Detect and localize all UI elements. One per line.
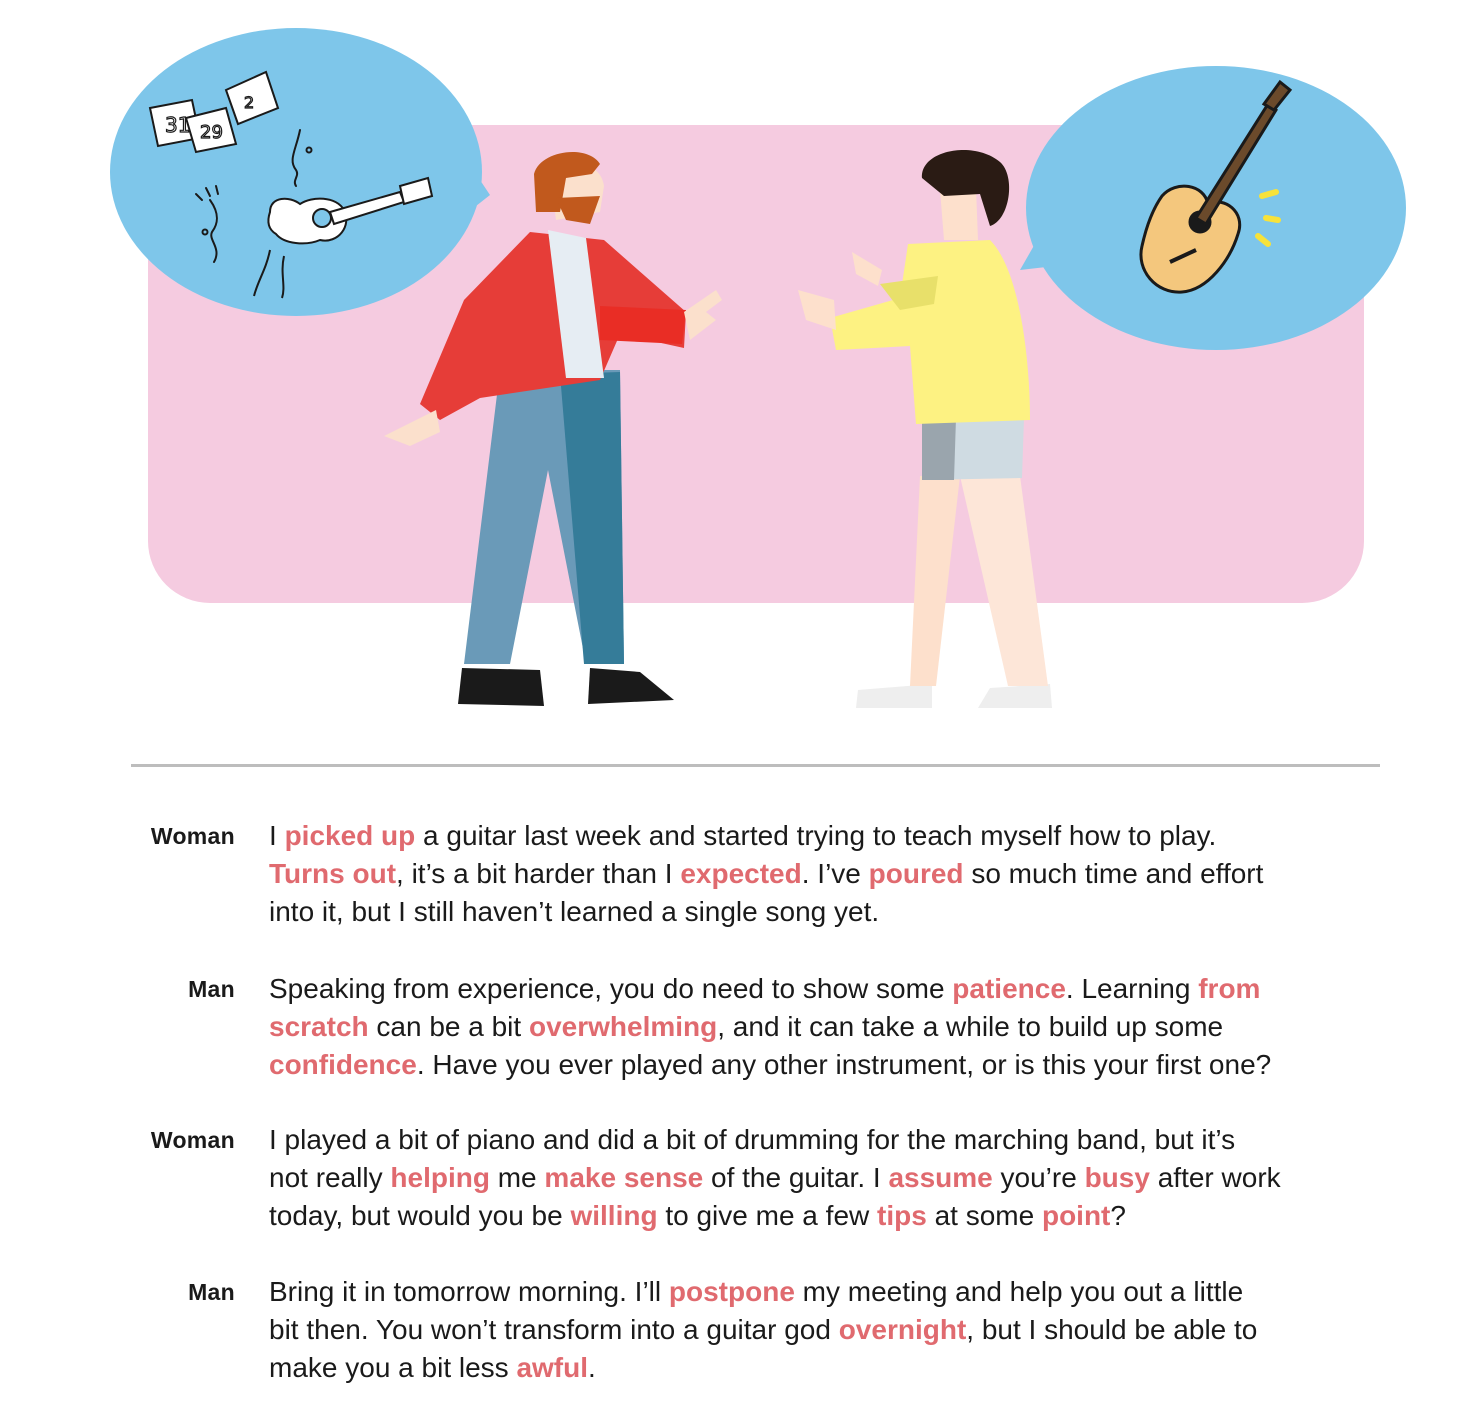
- vocabulary-highlight: helping: [390, 1162, 490, 1193]
- dialogue-line: [269, 1273, 1399, 1311]
- dialogue-text: into it, but I still haven’t learned a single song yet.: [269, 896, 880, 927]
- vocabulary-highlight: overnight: [838, 1314, 967, 1345]
- dialogue-text: make you a bit less: [269, 1352, 517, 1383]
- dialogue-line: [269, 817, 1399, 855]
- vocabulary-highlight: postpone: [668, 1276, 795, 1307]
- dialogue-text: today, but would you be: [269, 1200, 571, 1231]
- vocabulary-highlight: expected: [680, 858, 802, 889]
- vocabulary-highlight: from: [1198, 973, 1261, 1004]
- dialogue-text: a guitar last week and started trying to teach myself how to play.: [415, 820, 1217, 851]
- vocabulary-highlight: busy: [1084, 1162, 1150, 1193]
- speaker-label: Man: [188, 1279, 235, 1305]
- dialogue-text: my meeting and help you out a little: [794, 1276, 1244, 1307]
- dialogue-line: [269, 970, 1399, 1008]
- dialogue-line: [269, 1311, 1399, 1349]
- dialogue-text: , but I should be able to: [966, 1314, 1258, 1345]
- dialogue-line: [269, 1197, 1399, 1235]
- vocabulary-highlight: overwhelming: [528, 1011, 718, 1042]
- vocabulary-highlight: Turns out: [269, 858, 397, 889]
- dialogue-text: , and it can take a while to build up some: [717, 1011, 1224, 1042]
- dialogue-line: [269, 855, 1399, 893]
- svg-text:29: 29: [200, 122, 223, 143]
- dialogue-text: I played a bit of piano and did a bit of drumming for the marching band, but it’s: [269, 1124, 1236, 1155]
- dialogue-text: . Have you ever played any other instrument, or is this your first one?: [416, 1049, 1272, 1080]
- dialogue-line: [269, 893, 1399, 931]
- vocabulary-highlight: assume: [888, 1162, 993, 1193]
- dialogue-text: ?: [1110, 1200, 1126, 1231]
- dialogue-text: of the guitar. I: [703, 1162, 889, 1193]
- vocabulary-highlight: patience: [952, 973, 1066, 1004]
- dialogue-text: .: [588, 1352, 596, 1383]
- dialogue-line: [269, 1159, 1399, 1197]
- vocabulary-highlight: willing: [570, 1200, 658, 1231]
- dialogue-text: at some: [926, 1200, 1042, 1231]
- dialogue-line: [269, 1008, 1399, 1046]
- vocabulary-highlight: awful: [516, 1352, 589, 1383]
- dialogue-text: . Learning: [1065, 973, 1199, 1004]
- dialogue-text: so much time and effort: [963, 858, 1264, 889]
- vocabulary-highlight: make sense: [544, 1162, 704, 1193]
- dialogue-text: to give me a few: [657, 1200, 878, 1231]
- vocabulary-highlight: confidence: [269, 1049, 417, 1080]
- svg-text:31: 31: [165, 113, 191, 137]
- section-divider: [131, 764, 1380, 767]
- dialogue-text: not really: [269, 1162, 391, 1193]
- dialogue-text: . I’ve: [801, 858, 869, 889]
- vocabulary-highlight: tips: [877, 1200, 927, 1231]
- dialogue-text: bit then. You won’t transform into a guitar god: [269, 1314, 839, 1345]
- dialogue-text: I: [269, 820, 285, 851]
- vocabulary-highlight: poured: [868, 858, 964, 889]
- dialogue-text: after work: [1149, 1162, 1281, 1193]
- dialogue-text: me: [489, 1162, 545, 1193]
- dialogue-text: , it’s a bit harder than I: [396, 858, 681, 889]
- dialogue-text: Speaking from experience, you do need to show some: [269, 973, 953, 1004]
- speaker-label: Woman: [150, 823, 235, 849]
- vocabulary-highlight: picked up: [284, 820, 416, 851]
- dialogue-text: Bring it in tomorrow morning. I’ll: [269, 1276, 669, 1307]
- dialogue-line: [269, 1121, 1399, 1159]
- dialogue-text: you’re: [992, 1162, 1085, 1193]
- speaker-label: Man: [188, 976, 235, 1002]
- dialogue-line: [269, 1349, 1399, 1387]
- dialogue-text: can be a bit: [368, 1011, 529, 1042]
- dialogue-line: [269, 1046, 1399, 1084]
- vocabulary-highlight: point: [1041, 1200, 1111, 1231]
- svg-text:2: 2: [244, 93, 255, 112]
- speaker-label: Woman: [150, 1127, 235, 1153]
- vocabulary-highlight: scratch: [269, 1011, 369, 1042]
